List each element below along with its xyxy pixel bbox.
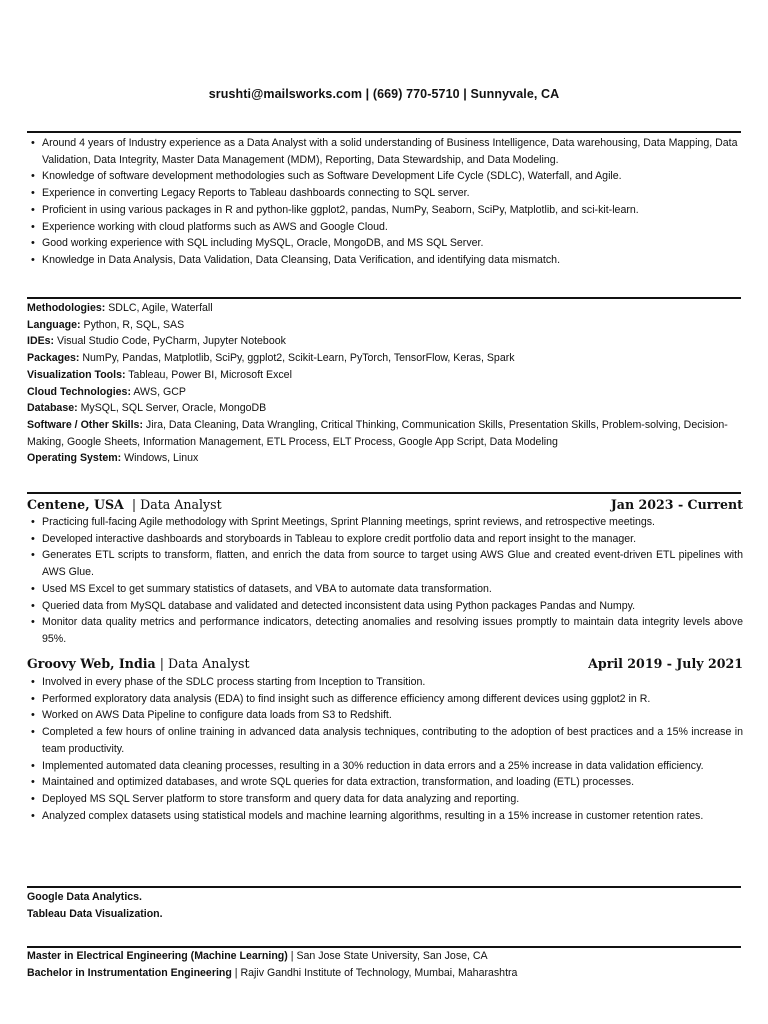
skill-value: AWS, GCP: [130, 385, 186, 398]
job-role: Data Analyst: [140, 497, 222, 512]
job-company: Centene, USA: [27, 497, 124, 512]
job-bullet: • Monitor data quality metrics and performance indicators, detecting anomalies and resolving issues promptly to maintain data integrity levels above 95%.: [27, 614, 743, 647]
job-bullet: • Performed exploratory data analysis (EDA) to find insight such as difference efficiency among different devices using ggplot2 in R.: [27, 691, 743, 708]
summary-item: • Experience in converting Legacy Reports to Tableau dashboards connecting to SQL server.: [27, 185, 743, 202]
job-separator: |: [131, 497, 137, 512]
job-dates: Jan 2023 - Current: [610, 497, 743, 512]
contact-separator: |: [365, 87, 370, 101]
section-divider: [27, 886, 741, 888]
skill-label: Visualization Tools:: [27, 368, 126, 381]
certification-item: Google Data Analytics.: [27, 891, 142, 903]
skill-value: Python, R, SQL, SAS: [80, 318, 185, 331]
skill-value: Windows, Linux: [121, 452, 199, 465]
summary-item: • Proficient in using various packages in R and python-like ggplot2, pandas, NumPy, Seaborn, SciPy, Matplotlib, and sci-kit-learn.: [27, 202, 743, 219]
skill-value: Visual Studio Code, PyCharm, Jupyter Notebook: [54, 335, 286, 348]
job-bullet: • Implemented automated data cleaning processes, resulting in a 30% reduction in data errors and a 25% increase in data validation efficiency.: [27, 758, 743, 775]
skills-section: [27, 300, 743, 467]
contact-phone: (669) 770-5710: [372, 87, 460, 101]
skill-value: Tableau, Power BI, Microsoft Excel: [125, 368, 292, 381]
section-divider: [27, 492, 741, 494]
skill-row: [27, 384, 743, 401]
job-separator: |: [159, 656, 164, 671]
skill-row: [27, 417, 743, 450]
job-bullets: [27, 674, 743, 824]
summary-item: • Knowledge in Data Analysis, Data Validation, Data Cleansing, Data Verification, and identifying data mismatch.: [27, 252, 743, 269]
skill-label: Database:: [27, 402, 78, 415]
skill-row: [27, 400, 743, 417]
education-separator: |: [287, 950, 297, 962]
job-role: Data Analyst: [168, 656, 250, 671]
skill-value: SDLC, Agile, Waterfall: [105, 302, 213, 314]
skill-value: Jira, Data Cleaning, Data Wrangling, Critical Thinking, Communication Skills, Presentation Skills, Problem-solving, Decision-Making, Google Sheets, Information Management, ETL Process, ELT Process, Google App Script, Data Modeling: [27, 418, 728, 448]
summary-item: • Experience working with cloud platforms such as AWS and Google Cloud.: [27, 219, 743, 236]
skill-label: Operating System:: [27, 452, 122, 465]
certifications-list: [27, 889, 163, 922]
skill-label: Methodologies:: [27, 302, 106, 314]
summary-list: [27, 135, 743, 269]
job-dates: April 2019 - July 2021: [588, 656, 743, 671]
skill-row: [27, 333, 743, 350]
job-company: Groovy Web, India: [27, 656, 156, 671]
job-bullet: • Completed a few hours of online training in advanced data analysis techniques, contributing to the adoption of best practices and a 15% increase in team productivity.: [27, 724, 743, 757]
job-bullet: • Practicing full-facing Agile methodology with Sprint Meetings, Sprint Planning meetings, sprint reviews, and retrospective meetings.: [27, 514, 743, 531]
summary-item: • Good working experience with SQL including MySQL, Oracle, MongoDB, and MS SQL Server.: [27, 235, 743, 252]
skill-label: Language:: [27, 318, 81, 331]
section-divider: [27, 131, 741, 133]
section-divider: [27, 297, 741, 299]
skill-row: [27, 450, 743, 467]
job-header: [27, 655, 743, 673]
education-degree: Bachelor in Instrumentation Engineering: [27, 966, 232, 979]
skill-row: [27, 350, 743, 367]
education-item: [27, 965, 743, 982]
skill-label: Software / Other Skills:: [27, 418, 143, 431]
education-list: [27, 948, 743, 981]
summary-item: • Knowledge of software development methodologies such as Software Development Life Cycle (SDLC), Waterfall, and Agile.: [27, 168, 743, 185]
skill-row: [27, 317, 743, 334]
job-bullet: • Used MS Excel to get summary statistics of datasets, and VBA to automate data transformation.: [27, 581, 743, 598]
job-bullet: • Involved in every phase of the SDLC process starting from Inception to Transition.: [27, 674, 743, 691]
job-bullet: • Generates ETL scripts to transform, flatten, and enrich the data from source to target using AWS Glue and created event-driven ETL pipelines with AWS Glue.: [27, 547, 743, 580]
education-separator: |: [231, 966, 241, 979]
contact-location: Sunnyvale, CA: [470, 87, 560, 101]
skill-row: [27, 300, 743, 317]
skill-value: MySQL, SQL Server, Oracle, MongoDB: [77, 402, 267, 415]
certification-item: Tableau Data Visualization.: [27, 907, 163, 920]
job-bullet: • Analyzed complex datasets using statistical models and machine learning algorithms, resulting in a 15% increase in customer retention rates.: [27, 808, 743, 825]
job-header: [27, 496, 743, 514]
education-school: Rajiv Gandhi Institute of Technology, Mumbai, Maharashtra: [240, 966, 518, 979]
job-bullet: • Queried data from MySQL database and validated and detected inconsistent data using Python packages Pandas and Numpy.: [27, 598, 743, 615]
contact-line: [0, 87, 768, 101]
summary-item: • Around 4 years of Industry experience as a Data Analyst with a solid understanding of Business Intelligence, Data warehousing, Data Mapping, Data Validation, Data Integrity, Master Data Management (MDM), Reporting, Data Stewardship, and Data Modeling.: [27, 135, 743, 168]
job-bullet: • Maintained and optimized databases, and wrote SQL queries for data extraction, transformation, and loading (ETL) processes.: [27, 774, 743, 791]
skill-label: IDEs:: [27, 335, 55, 348]
skill-label: Packages:: [27, 352, 80, 365]
education-item: [27, 948, 743, 965]
job-bullets: [27, 514, 743, 648]
contact-email[interactable]: srushti@mailsworks.com: [208, 87, 363, 101]
education-degree: Master in Electrical Engineering (Machine Learning): [27, 950, 288, 962]
job-bullet: • Worked on AWS Data Pipeline to configure data loads from S3 to Redshift.: [27, 707, 743, 724]
job-bullet: • Deployed MS SQL Server platform to store transform and query data for data analyzing and reporting.: [27, 791, 743, 808]
skill-value: NumPy, Pandas, Matplotlib, SciPy, ggplot2, Scikit-Learn, PyTorch, TensorFlow, Keras, Spark: [79, 352, 515, 365]
job-bullet: • Developed interactive dashboards and storyboards in Tableau to explore credit portfolio data and report insight to the manager.: [27, 531, 743, 548]
skill-label: Cloud Technologies:: [27, 385, 131, 398]
education-school: San Jose State University, San Jose, CA: [296, 950, 488, 962]
skill-row: [27, 367, 743, 384]
contact-separator: |: [463, 87, 467, 101]
